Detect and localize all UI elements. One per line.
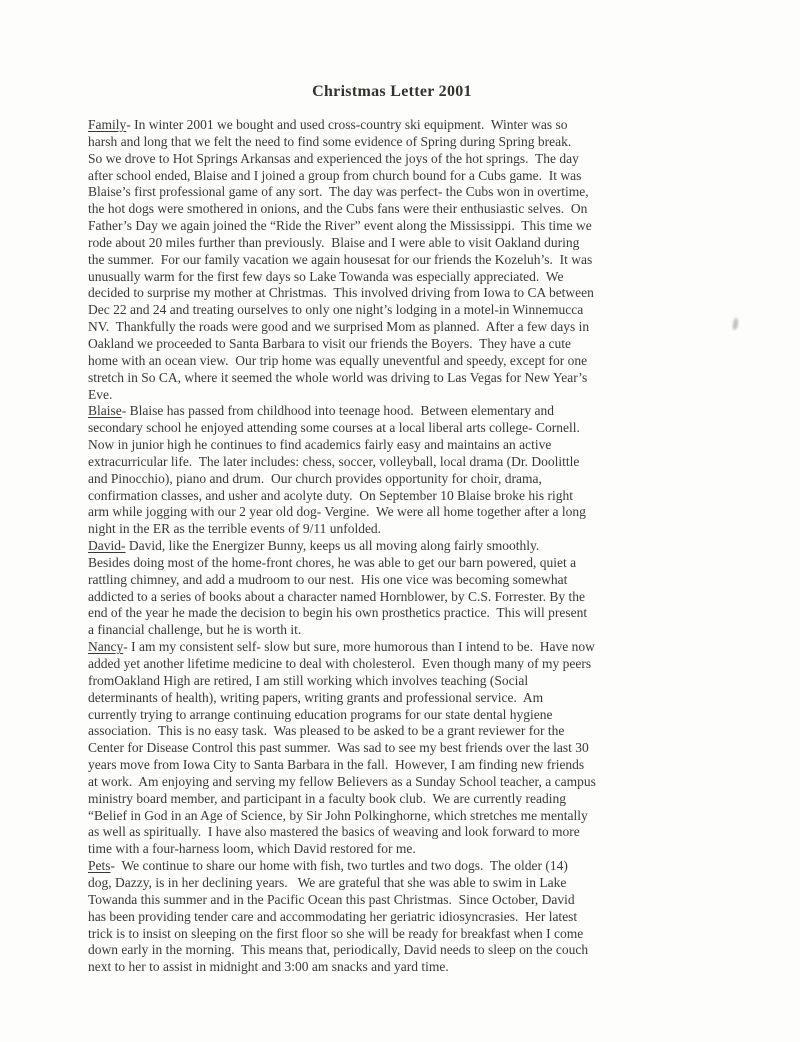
letter-line: association. This is no easy task. Was pleased to be asked to be a grant reviewer for the [88, 723, 565, 739]
section-heading-family: Family [88, 117, 127, 132]
letter-line [88, 403, 696, 420]
letter-line: after school ended, Blaise and I joined a group from church bound for a Cubs game. It was [88, 167, 582, 183]
letter-line: as well as spiritually. I have also mastered the basics of weaving and look forward to more [88, 824, 580, 840]
letter-line: added yet another lifetime medicine to deal with cholesterol. Even though many of my peers [88, 656, 592, 671]
letter-title: Christmas Letter 2001 [312, 83, 472, 100]
letter-line: ministry board member, and participant in a faculty book club. We are currently reading [88, 790, 566, 806]
letter-line: confirmation classes, and usher and acolyte duty. On September 10 Blaise broke his right [88, 487, 574, 503]
letter-line: Towanda this summer and in the Pacific Ocean this past Christmas. Since October, David [88, 891, 575, 907]
letter-line [88, 639, 696, 656]
section-david [88, 538, 696, 639]
letter-line: unusually warm for the first few days so Lake Towanda was especially appreciated. We [88, 268, 564, 284]
letter-line: rattling chimney, and add a mudroom to our nest. His one vice was becoming somewhat [88, 571, 568, 587]
letter-line: down early in the morning. This means that, periodically, David needs to sleep on the couch [88, 942, 589, 958]
letter-line: fromOakland High are retired, I am still working which involves teaching (Social [88, 672, 529, 688]
letter-line-text: - I am my consistent self- slow but sure, more humorous than I intend to be. Have now [123, 639, 595, 655]
letter-line: currently trying to arrange continuing education programs for our state dental hygiene [88, 706, 553, 722]
letter-line: Father’s Day we again joined the “Ride the River” event along the Mississippi. This time we [88, 218, 592, 234]
letter-line: addicted to a series of books about a character named Hornblower, by C.S. Forrester. By the [88, 588, 585, 604]
section-heading-pets: Pets [88, 858, 111, 874]
letter-line [88, 858, 696, 875]
letter-line: dog, Dazzy, is in her declining years. We are grateful that she was able to swim in Lake [88, 874, 567, 890]
letter-line: Eve. [88, 386, 113, 402]
section-pets [88, 858, 696, 976]
letter-line: NV. Thankfully the roads were good and we surprised Mom as planned. After a few days in [88, 319, 590, 335]
letter-line: next to her to assist in midnight and 3:00 am snacks and yard time. [88, 959, 449, 975]
letter-line: a financial challenge, but he is worth it. [88, 622, 302, 638]
letter-line: and Pinocchio), piano and drum. Our church provides opportunity for choir, drama, [88, 470, 542, 486]
letter-line: arm while jogging with our 2 year old dog- Vergine. We were all home together after a long [88, 504, 586, 520]
letter-line: home with an ocean view. Our trip home was equally uneventful and speedy, except for one [88, 352, 588, 368]
section-heading-nancy: Nancy [88, 639, 124, 655]
letter-line: Center for Disease Control this past summer. Was sad to see my best friends over the last 30 [88, 740, 589, 756]
letter-line: “Belief in God in an Age of Science, by Sir John Polkinghorne, which stretches me mentally [88, 807, 588, 823]
letter-line: Oakland we proceeded to Santa Barbara to visit our friends the Boyers. They have a cute [88, 335, 571, 351]
letter-line: time with a four-harness loom, which David restored for me. [88, 841, 416, 857]
letter-line: extracurricular life. The later includes: chess, soccer, volleyball, local drama (Dr. Doolittle [88, 453, 580, 469]
letter-line [88, 538, 696, 555]
letter-line: years move from Iowa City to Santa Barbara in the fall. However, I am finding new friends [88, 757, 585, 773]
letter-line: determinants of health), writing papers, writing grants and professional service. Am [88, 689, 544, 705]
letter-line: end of the year he made the decision to begin his own prosthetics practice. This will present [88, 605, 588, 621]
letter-line-text: - We continue to share our home with fish, two turtles and two dogs. The older (14) [110, 858, 568, 874]
letter-line: Now in junior high he continues to find academics fairly easy and maintains an active [88, 437, 552, 453]
letter-line: the summer. For our family vacation we again housesat for our friends the Kozeluh’s. It was [88, 251, 593, 267]
letter-line: the hot dogs were smothered in onions, and the Cubs fans were their enthusiastic selves. On [88, 201, 588, 217]
letter-content [88, 82, 696, 976]
letter-line: rode about 20 miles further than previously. Blaise and I were able to visit Oakland during [88, 234, 580, 250]
letter-line: night in the ER as the terrible events of 9/11 unfolded. [88, 521, 382, 537]
letter-line: trick is to insist on sleeping on the first floor so she will be ready for breakfast when I come [88, 925, 584, 941]
letter-line: Besides doing most of the home-front chores, he was able to get our barn powered, quiet a [88, 554, 577, 570]
letter-line: harsh and long that we felt the need to find some evidence of Spring during Spring break. [88, 133, 572, 149]
letter-line: So we drove to Hot Springs Arkansas and experienced the joys of the hot springs. The day [88, 150, 579, 166]
letter-line-text: - Blaise has passed from childhood into teenage hood. Between elementary and [121, 403, 554, 419]
section-heading-david: David- [88, 538, 126, 554]
section-heading-blaise: Blaise [88, 403, 122, 419]
letter-line: stretch in So CA, where it seemed the whole world was driving to Las Vegas for New Year’s [88, 369, 588, 385]
letter-line: decided to surprise my mother at Christmas. This involved driving from Iowa to CA between [88, 285, 594, 301]
section-nancy [88, 639, 696, 858]
scan-smudge-artifact [732, 318, 739, 331]
section-family [88, 117, 696, 403]
section-blaise [88, 403, 696, 538]
letter-line: Blaise’s first professional game of any sort. The day was perfect- the Cubs won in overtime, [88, 184, 589, 200]
letter-line: at work. Am enjoying and serving my fellow Believers as a Sunday School teacher, a campus [88, 773, 596, 789]
letter-line: Dec 22 and 24 and treating ourselves to only one night’s lodging in a motel-in Winnemucca [88, 302, 584, 318]
letter-line-text: David, like the Energizer Bunny, keeps us all moving along fairly smoothly. [125, 538, 540, 554]
letter-line: secondary school he enjoyed attending some courses at a local liberal arts college- Cornell. [88, 420, 580, 436]
letter-line-text: - In winter 2001 we bought and used cross-country ski equipment. Winter was so [126, 117, 568, 132]
letter-line [88, 117, 696, 134]
letter-line: has been providing tender care and accommodating her geriatric idiosyncrasies. Her latest [88, 908, 578, 924]
